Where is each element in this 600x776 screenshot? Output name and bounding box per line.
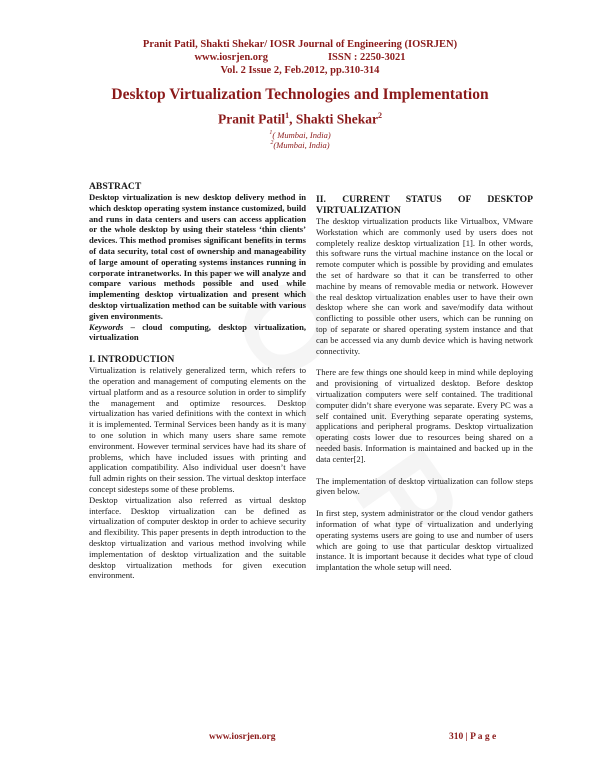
intro-heading: I. INTRODUCTION xyxy=(89,354,175,366)
author-2-sup: 2 xyxy=(378,111,383,120)
paper-authors xyxy=(0,111,600,128)
header-issn: ISSN : 2250-3021 xyxy=(327,52,406,63)
section2-paragraph-1: The desktop virtualization products like Virtualbox, VMware Workstation which are commonly used by users does not completely realize desktop virtualization [1]. In other words, this software runs the virtual machine instance on the local or remote computer which is possible by providing and emulates the set of hardware so that it can be transferred to other machine by means of removable media or network. However the real desktop virtualization enables user to have their own desktop where she can work and save/modify data without conflicting to possible other users, which can be running on top of separate or shared operating system instance and that can be accessed via any dumb device which is having network connectivity. xyxy=(316,216,533,356)
author-separator: , xyxy=(289,111,296,127)
section2-paragraph-2: There are few things one should keep in mind while deploying and provisioning of virtualized desktop. Before desktop virtualization computers were self contained. The traditional computer didn’t share everyone was separate. Every PC was a self contained unit. Everything separate operating systems, applications and peripheral programs. Desktop virtualization operating costs lower due to resources being shared on a needed basis. Information is maintained and backed up in the data center[2]. xyxy=(316,367,533,464)
affiliation-1-text: ( Mumbai, India) xyxy=(272,130,331,140)
right-column xyxy=(316,194,533,573)
section2-heading: II. CURRENT STATUS OF DESKTOP VIRTUALIZATION xyxy=(316,194,533,216)
author-2-name: Shakti Shekar xyxy=(295,111,379,127)
header-website: www.iosrjen.org xyxy=(194,52,268,63)
header-volume: Vol. 2 Issue 2, Feb.2012, pp.310-314 xyxy=(220,65,380,76)
affiliation-2 xyxy=(0,140,600,150)
section2-paragraph-3: The implementation of desktop virtualization can follow steps given below. xyxy=(316,475,533,497)
author-1-sup: 1 xyxy=(285,111,290,120)
left-column xyxy=(89,181,306,581)
intro-paragraph-2: Desktop virtualization also referred as virtual desktop interface. Desktop virtualization can be defined as virtualization of computer desktop in order to achieve security and flexibility. This paper presents in depth introduction to the desktop virtualization and various method involving while implementation of desktop virtualization and the suitable desktop virtualization methods for given execution environment. xyxy=(89,494,306,581)
header-line1: Pranit Patil, Shakti Shekar/ IOSR Journal of Engineering (IOSRJEN) xyxy=(142,39,458,50)
affiliation-1-sup: 1 xyxy=(269,130,273,137)
keywords xyxy=(89,322,306,344)
affiliation-2-sup: 2 xyxy=(270,140,274,147)
intro-paragraph-1: Virtualization is relatively generalized term, which refers to the operation and management of computing elements on the virtual platform and as a resource solution in order to simplify the management and optimize resources. Desktop virtualization has varied definitions with the context in which it is implemented. Terminal Services been handy as it is many to one solution in which many users share same remote environment. However terminal services have had its share of problems, which have included issues with printing and application compatibility. Also individual user doesn’t have full admin rights on their session. The virtual desktop interface concept sidesteps some of these problems. xyxy=(89,365,306,494)
keywords-list: – cloud computing, desktop virtualization, virtualization xyxy=(89,321,306,343)
footer-page-number: 310 | P a g e xyxy=(449,732,497,742)
journal-header xyxy=(0,38,600,77)
footer-website: www.iosrjen.org xyxy=(209,732,276,742)
affiliation-2-text: (Mumbai, India) xyxy=(273,140,330,150)
author-1-name: Pranit Patil xyxy=(217,111,286,127)
affiliation-1 xyxy=(0,130,600,140)
abstract-body: Desktop virtualization is new desktop delivery method in which desktop operating system instance customized, build and runs in data centers and users can access application or the whole desktop by using their stateless ‘thin clients’ devices. This method promises significant benefits in terms of data security, total cost of ownership and manageability of large amount of operating systems instances running in corporate intranetworks. In this paper we will analyze and compare various methods possible and used while implementing desktop virtualization and present which desktop virtualization method can be suitable with various given environments. xyxy=(89,192,306,321)
abstract-heading: ABSTRACT xyxy=(89,181,142,192)
keywords-label: Keywords xyxy=(89,321,124,332)
paper-title: Desktop Virtualization Technologies and Implementation xyxy=(111,86,489,103)
section2-paragraph-4: In first step, system administrator or the cloud vendor gathers information of what type of virtualization and underlying operating systems users are going to use and number of users which are going to use that particular desktop virtualized instance. It is important because it decides what type of cloud implantation the whole setup will need. xyxy=(316,508,533,573)
